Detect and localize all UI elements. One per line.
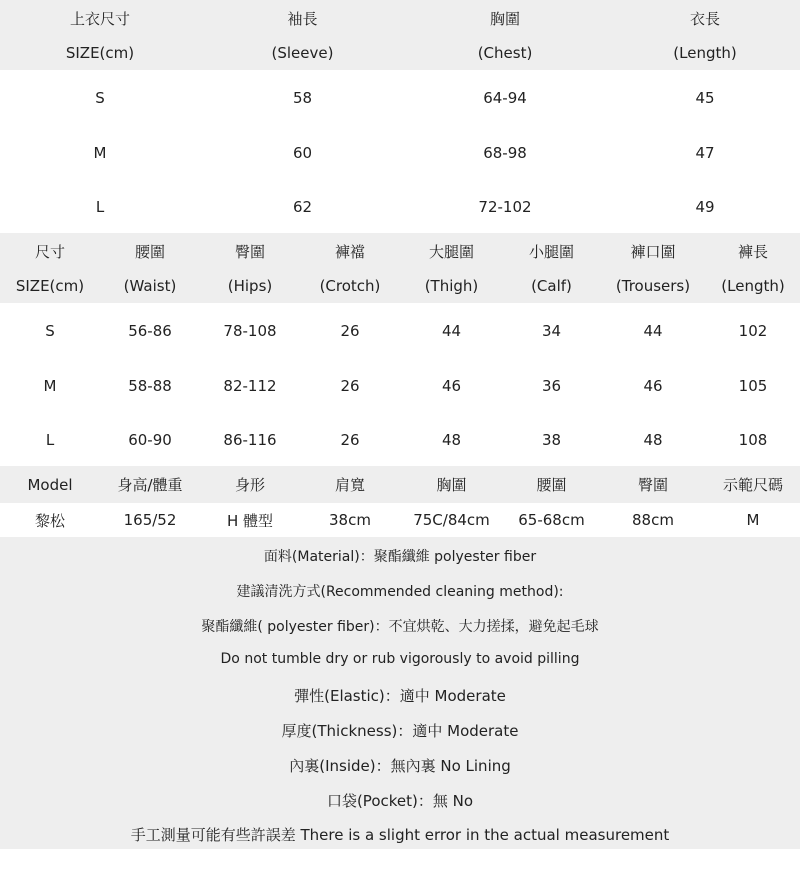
bottom-header-en-6: (Trousers) [615, 277, 691, 295]
model-row-cell: 75C/84cm [413, 511, 490, 529]
bottom-header-en-5: (Calf) [531, 277, 572, 295]
bottom-row-cell: 78-108 [223, 321, 277, 340]
top-row-cell: L [95, 197, 105, 216]
top-table-row [0, 125, 800, 180]
bottom-row-cell: 60-90 [128, 430, 172, 449]
bottom-row-cell: 108 [738, 430, 768, 449]
model-header-cell: 腰圍 [536, 476, 567, 494]
bottom-row-cell: 82-112 [223, 376, 277, 395]
top-header-en-1: (Sleeve) [271, 44, 334, 62]
bottom-table-row [0, 413, 800, 466]
bottom-table-header [0, 233, 800, 303]
bottom-header-en-3: (Crotch) [319, 277, 381, 295]
top-row-cell: 58 [292, 88, 313, 107]
model-row-cell: 38cm [329, 511, 371, 529]
bottom-row-cell: 34 [541, 321, 562, 340]
bottom-row-cell: 36 [541, 376, 562, 395]
bottom-header-cn-7: 褲長 [737, 242, 768, 261]
top-header-cn-3: 衣長 [689, 9, 720, 28]
top-row-cell: 45 [695, 88, 715, 107]
model-table-row [0, 503, 800, 537]
top-table-header [0, 0, 800, 70]
bottom-row-cell: 102 [738, 321, 768, 340]
note-pocket: 口袋(Pocket)：無 No [326, 792, 474, 810]
note-cleaning-cn: 聚酯纖維( polyester fiber)：不宜烘乾、大力搓揉，避免起毛球 [201, 619, 599, 635]
bottom-row-cell: 38 [541, 430, 562, 449]
bottom-header-en-0: SIZE(cm) [15, 277, 85, 295]
note-inside: 內裏(Inside)：無內裏 No Lining [289, 757, 511, 775]
top-row-cell: 47 [695, 143, 715, 162]
bottom-row-cell: 86-116 [223, 430, 277, 449]
model-row-cell: 65-68cm [518, 511, 585, 529]
bottom-table-row [0, 358, 800, 413]
bottom-header-cn-6: 褲口圍 [630, 242, 676, 261]
bottom-row-cell: L [45, 430, 55, 449]
top-row-cell: S [95, 88, 105, 107]
model-row-cell: 黎松 [34, 511, 65, 530]
note-thickness: 厚度(Thickness)：適中 Moderate [281, 722, 519, 740]
top-header-cn-1: 袖長 [287, 9, 318, 28]
bottom-header-en-7: (Length) [721, 277, 785, 295]
bottom-row-cell: 105 [738, 376, 768, 395]
bottom-row-cell: 26 [340, 376, 360, 395]
care-notes-panel [0, 537, 800, 849]
bottom-row-cell: M [43, 376, 57, 395]
bottom-header-en-2: (Hips) [227, 277, 273, 295]
top-row-cell: 49 [695, 197, 715, 216]
bottom-row-cell: 48 [643, 430, 663, 449]
top-table-row [0, 180, 800, 233]
top-row-cell: 72-102 [478, 197, 532, 216]
top-row-cell: 60 [292, 143, 313, 162]
model-row-cell: M [746, 511, 760, 529]
top-row-cell: 62 [292, 197, 313, 216]
model-table-header [0, 466, 800, 503]
top-header-cn-0: 上衣尺寸 [69, 9, 130, 28]
top-header-en-3: (Length) [673, 44, 737, 62]
note-cleaning-en: Do not tumble dry or rub vigorously to avoid pilling [220, 651, 580, 667]
bottom-row-cell: 46 [643, 376, 663, 395]
top-table-row [0, 70, 800, 125]
top-row-cell: 64-94 [483, 88, 527, 107]
bottom-row-cell: 44 [643, 321, 663, 340]
top-header-en-2: (Chest) [477, 44, 533, 62]
bottom-header-cn-1: 腰圍 [134, 242, 165, 261]
model-row-cell: 165/52 [123, 511, 177, 529]
bottom-row-cell: 26 [340, 430, 360, 449]
top-row-cell: 68-98 [483, 143, 527, 162]
top-header-cn-2: 胸圍 [489, 9, 520, 28]
bottom-row-cell: 58-88 [128, 376, 172, 395]
bottom-row-cell: 46 [441, 376, 462, 395]
note-material: 面料(Material)：聚酯纖維 polyester fiber [263, 549, 537, 565]
top-row-cell: M [93, 143, 107, 162]
bottom-header-cn-2: 臀圍 [234, 242, 265, 261]
model-row-cell: H 體型 [226, 511, 274, 530]
note-cleaning-title: 建議清洗方式(Recommended cleaning method): [236, 584, 564, 600]
model-header-cell: 胸圍 [436, 476, 467, 494]
bottom-header-cn-4: 大腿圍 [428, 242, 474, 261]
model-header-cell: 臀圍 [637, 476, 668, 494]
model-header-cell: 肩寬 [334, 476, 365, 494]
bottom-row-cell: 44 [441, 321, 462, 340]
model-header-cell: Model [27, 475, 73, 494]
model-header-cell: 身形 [234, 476, 265, 494]
model-header-cell: 身高/體重 [117, 476, 183, 494]
model-row-cell: 88cm [632, 511, 674, 529]
note-measurement-error: 手工測量可能有些許誤差 There is a slight error in the actual measurement [130, 826, 670, 844]
bottom-row-cell: S [45, 321, 55, 340]
bottom-row-cell: 56-86 [128, 321, 172, 340]
bottom-header-cn-5: 小腿圍 [528, 242, 574, 261]
top-header-en-0: SIZE(cm) [65, 44, 135, 62]
bottom-row-cell: 26 [340, 321, 360, 340]
model-header-cell: 示範尺碼 [722, 476, 783, 494]
bottom-header-cn-3: 褲襠 [334, 242, 365, 261]
bottom-header-en-1: (Waist) [123, 277, 177, 295]
bottom-header-en-4: (Thigh) [424, 277, 479, 295]
bottom-header-cn-0: 尺寸 [34, 242, 65, 261]
bottom-row-cell: 48 [441, 430, 462, 449]
note-elastic: 彈性(Elastic)：適中 Moderate [294, 687, 506, 705]
bottom-table-row [0, 303, 800, 358]
